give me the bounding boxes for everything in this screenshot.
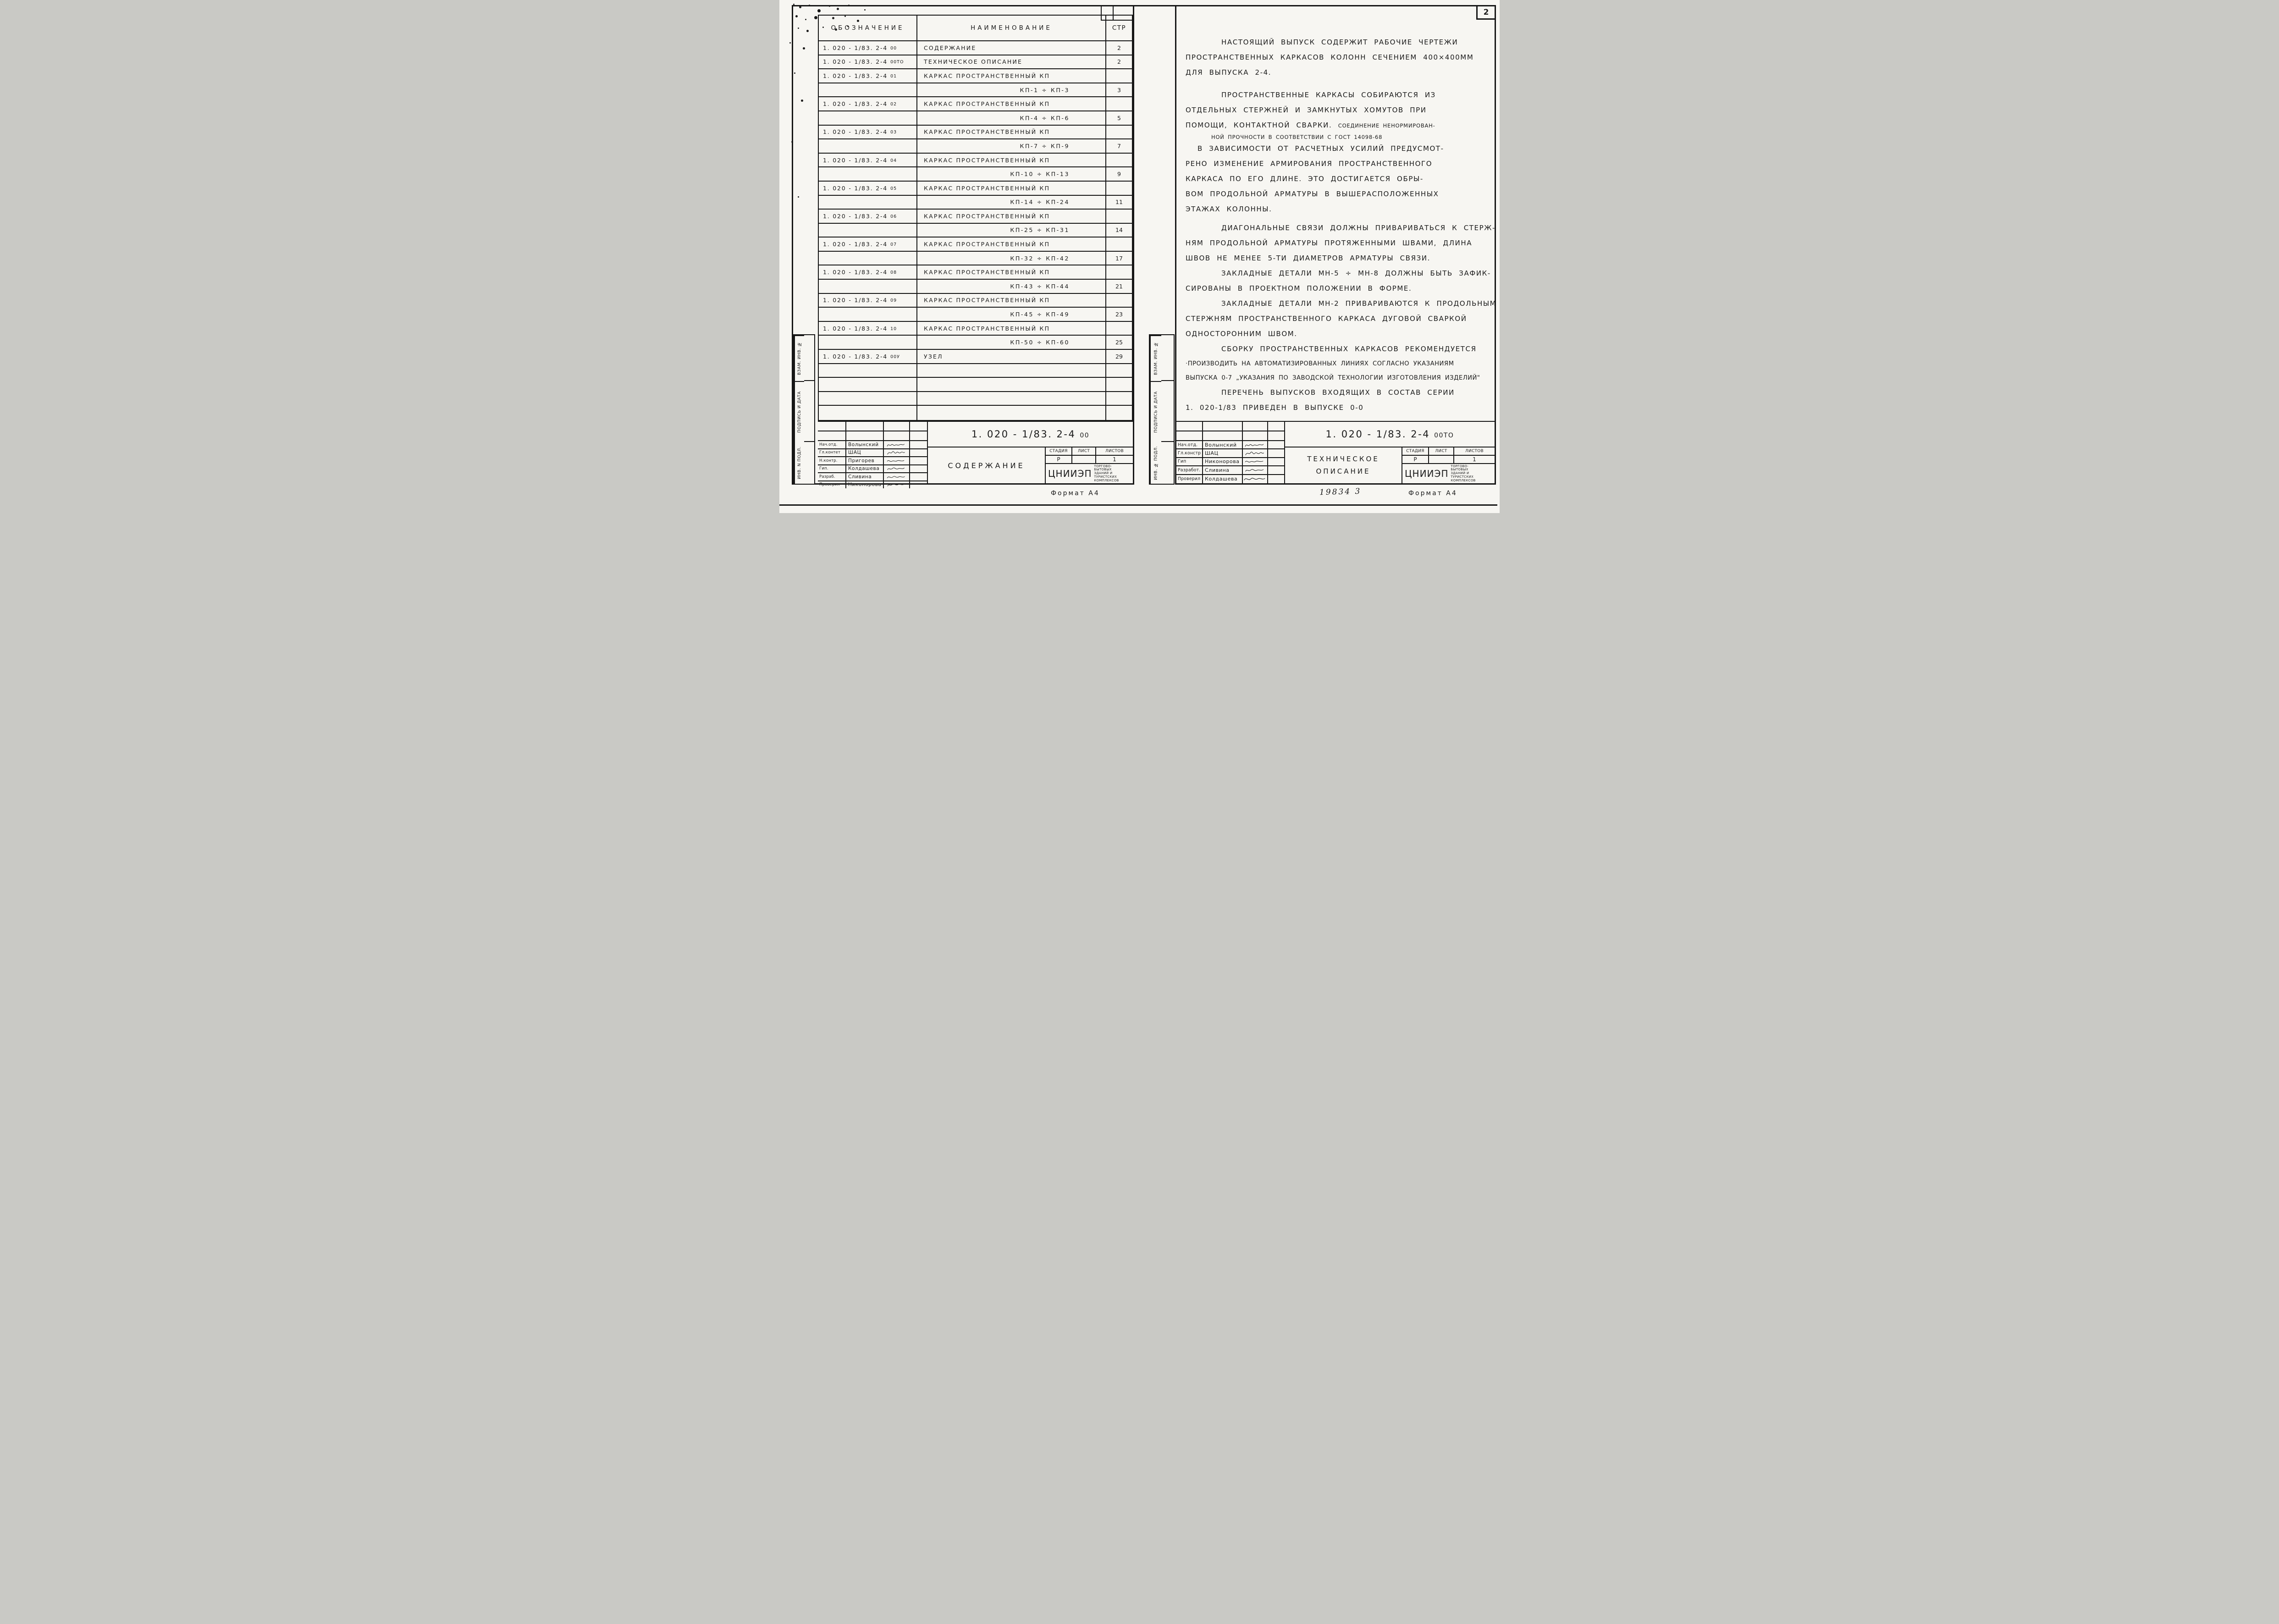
- cell-page: [1106, 238, 1132, 251]
- cell-designation: 1. 020 - 1/83. 2-4 05: [819, 182, 917, 195]
- signature-squiggle: [1243, 449, 1268, 457]
- cell-designation: [819, 111, 917, 125]
- stage-label: СТАДИЯ: [1402, 447, 1429, 455]
- person-name: Колдашева: [846, 465, 884, 473]
- signature-squiggle: [1243, 475, 1268, 483]
- text-line: НЯМ ПРОДОЛЬНОЙ АРМАТУРЫ ПРОТЯЖЕННЫМИ ШВАМИ, ДЛИНА: [1186, 239, 1473, 247]
- table-row: [819, 196, 1132, 210]
- sheet-label: ЛИСТ: [1429, 447, 1454, 455]
- designation-suffix: 00: [1080, 431, 1090, 439]
- person-name: Никонорова: [846, 481, 884, 489]
- cell-designation: [819, 224, 917, 237]
- designation-suffix: 00ТО: [1434, 431, 1454, 439]
- cell-name: КАРКАС ПРОСТРАНСТВЕННЫЙ КП: [917, 154, 1106, 167]
- person-role: Проверил: [1176, 475, 1203, 483]
- cell-designation: [819, 167, 917, 181]
- cell-page: 11: [1115, 199, 1123, 206]
- table-row: [819, 265, 1132, 280]
- table-row: [819, 83, 1132, 98]
- text-line: ПРОСТРАНСТВЕННЫЕ КАРКАСЫ СОБИРАЮТСЯ ИЗ: [1221, 91, 1436, 99]
- table-row: [819, 97, 1132, 111]
- cell-name: КАРКАС ПРОСТРАНСТВЕННЫЙ КП: [917, 97, 1106, 110]
- signature-squiggle: [884, 481, 910, 489]
- person-name: Волынский: [1203, 441, 1243, 448]
- person-row: [818, 465, 927, 474]
- table-row: [819, 224, 1132, 238]
- org-line: БЫТОВЫХ: [1451, 468, 1468, 472]
- org-line: ТОРГОВО-: [1451, 464, 1469, 468]
- stamp-stage-block: [1402, 447, 1495, 483]
- signature-squiggle: [1243, 441, 1268, 448]
- sheets-value: 1: [1473, 456, 1476, 463]
- person-role: Гл.контет: [818, 449, 846, 457]
- cell-name: КАРКАС ПРОСТРАНСТВЕННЫЙ КП: [917, 294, 1106, 307]
- text-line: ЗАКЛАДНЫЕ ДЕТАЛИ МН-5 ÷ МН-8 ДОЛЖНЫ БЫТЬ ЗАФИК-: [1221, 269, 1491, 277]
- text-line: 1. 020-1/83 ПРИВЕДЕН В ВЫПУСКЕ 0-0: [1186, 403, 1364, 412]
- person-role: Нач.отд.: [818, 441, 846, 448]
- table-row: [819, 378, 1132, 392]
- table-row: [819, 154, 1132, 168]
- org-line: КОМПЛЕКСОВ: [1094, 478, 1119, 482]
- org-line: ЗДАНИЙ И: [1094, 471, 1113, 475]
- cell-designation: [819, 139, 917, 153]
- revision-cell: [846, 422, 884, 431]
- organization-name: ЦНИИЭП: [1048, 468, 1092, 479]
- left-page-frame: [792, 5, 1134, 488]
- signature-squiggle: [884, 449, 910, 457]
- scan-top-edge: [1132, 5, 1177, 6]
- org-line: ЗДАНИЙ И: [1451, 471, 1469, 475]
- person-row: [1176, 441, 1284, 449]
- cell-name: УЗЕЛ: [917, 350, 1106, 363]
- contents-table-header: [819, 16, 1132, 41]
- cell-name: СОДЕРЖАНИЕ: [917, 41, 1106, 55]
- revision-cell: [1268, 431, 1284, 441]
- text-line: НОЙ ПРОЧНОСТИ В СООТВЕТСТВИИ С ГОСТ 14098-68: [1211, 134, 1383, 140]
- margin-label-vzam: ВЗАМ. ИНВ. №: [1150, 335, 1161, 381]
- revision-cell: [1243, 422, 1268, 431]
- cell-page: 9: [1117, 171, 1121, 178]
- organization-subtitle: [1449, 465, 1476, 483]
- cell-designation: [819, 378, 917, 391]
- margin-cell: [804, 335, 814, 381]
- text-line: СТЕРЖНЯМ ПРОСТРАНСТВЕННОГО КАРКАСА ДУГОВОЙ СВАРКОЙ: [1186, 315, 1467, 323]
- text-line: ЗАКЛАДНЫЕ ДЕТАЛИ МН-2 ПРИВАРИВАЮТСЯ К ПРОДОЛЬНЫМ: [1221, 299, 1497, 308]
- revision-cell: [1203, 431, 1243, 441]
- cell-name: КП-1 ÷ КП-3: [917, 83, 1106, 97]
- table-row: [819, 364, 1132, 378]
- stage-header-row: [1046, 447, 1133, 456]
- stage-value-row: [1046, 456, 1133, 464]
- cell-name: КАРКАС ПРОСТРАНСТВЕННЫЙ КП: [917, 69, 1106, 83]
- margin-label-vzam: ВЗАМ. ИНВ. №: [794, 335, 804, 381]
- sheets-value: 1: [1113, 456, 1116, 463]
- person-name: ШАЦ: [846, 449, 884, 457]
- organization-block: [1046, 464, 1133, 483]
- table-row: [819, 252, 1132, 266]
- scanned-document: [779, 0, 1500, 513]
- stage-value-row: [1402, 456, 1495, 464]
- text-line: ОДНОСТОРОННИМ ШВОМ.: [1186, 330, 1297, 338]
- cell-designation: 1. 020 - 1/83. 2-4 06: [819, 210, 917, 223]
- date-cell: [1268, 475, 1284, 483]
- cell-page: 29: [1115, 353, 1123, 360]
- person-name: ШАЦ: [1203, 449, 1243, 457]
- revision-cell: [1243, 431, 1268, 441]
- cell-name: КП-45 ÷ КП-49: [917, 308, 1106, 321]
- stage-value: Р: [1046, 456, 1072, 463]
- signature-squiggle: [884, 465, 910, 473]
- date-cell: [1268, 441, 1284, 448]
- person-role: Гип.: [818, 465, 846, 473]
- cell-page: 3: [1117, 86, 1121, 94]
- cell-page: 7: [1117, 142, 1121, 149]
- org-line: ТУРИСТСКИХ: [1094, 475, 1117, 479]
- cell-page: 17: [1115, 254, 1123, 262]
- person-row: [818, 473, 927, 481]
- signature-squiggle: [1243, 466, 1268, 474]
- text-line: ОТДЕЛЬНЫХ СТЕРЖНЕЙ И ЗАМКНУТЫХ ХОМУТОВ ПРИ: [1186, 106, 1427, 114]
- margin-label-inv: ИНВ. № ПОДЛ.: [1150, 442, 1161, 484]
- cell-designation: [819, 252, 917, 265]
- margin-label-podpis: ПОДПИСЬ И ДАТА: [794, 381, 804, 442]
- org-line: КОМПЛЕКСОВ: [1451, 478, 1476, 482]
- cell-page: 5: [1117, 114, 1121, 122]
- signature-squiggle: [884, 441, 910, 448]
- person-role: Разработ.: [1176, 466, 1203, 474]
- cell-name: КП-10 ÷ КП-13: [917, 167, 1106, 181]
- left-margin-block: [793, 334, 815, 485]
- person-role: Н.контр.: [818, 457, 846, 464]
- table-row: [819, 322, 1132, 336]
- stage-label: СТАДИЯ: [1046, 447, 1072, 455]
- cell-name: КП-32 ÷ КП-42: [917, 252, 1106, 265]
- table-row: [819, 167, 1132, 182]
- revision-cell: [846, 431, 884, 441]
- header-name: НАИМЕНОВАНИЕ: [917, 16, 1106, 40]
- cell-name: КП-43 ÷ КП-44: [917, 280, 1106, 293]
- handwritten-doc-number: 19834 3: [1319, 486, 1362, 497]
- cell-name: КП-14 ÷ КП-24: [917, 196, 1106, 209]
- stamp-designation: [1285, 422, 1495, 447]
- cell-designation: [819, 392, 917, 405]
- cell-designation: 1. 020 - 1/83. 2-4 01: [819, 69, 917, 83]
- date-cell: [910, 457, 927, 464]
- people-grid: [818, 441, 927, 488]
- person-name: Волынский: [846, 441, 884, 448]
- sheet-value: [1072, 456, 1096, 463]
- cell-designation: [819, 83, 917, 97]
- table-row: [819, 294, 1132, 308]
- organization-name: ЦНИИЭП: [1405, 468, 1449, 479]
- cell-designation: [819, 406, 917, 420]
- org-line: БЫТОВЫХ: [1094, 468, 1112, 472]
- person-row: [818, 481, 927, 489]
- table-row: [819, 280, 1132, 294]
- table-row: [819, 210, 1132, 224]
- stamp-title-text: ОПИСАНИЕ: [1316, 467, 1371, 475]
- header-designation: ОБОЗНАЧЕНИЕ: [819, 16, 917, 40]
- table-row: [819, 350, 1132, 364]
- cell-designation: 1. 020 - 1/83. 2-4 04: [819, 154, 917, 167]
- table-row: [819, 41, 1132, 55]
- person-role: Проверил: [818, 481, 846, 489]
- format-label-left: Формат А4: [1051, 490, 1100, 497]
- table-row: [819, 69, 1132, 83]
- sheet-value: [1429, 456, 1454, 463]
- table-row: [819, 111, 1132, 126]
- person-row: [818, 441, 927, 449]
- stamp-left-grid: [1176, 422, 1285, 483]
- cell-designation: [819, 308, 917, 321]
- date-cell: [910, 465, 927, 473]
- person-row: [818, 449, 927, 458]
- designation-main: 1. 020 - 1/83. 2-4: [1325, 429, 1430, 440]
- cell-page: [1106, 126, 1132, 139]
- cell-designation: [819, 196, 917, 209]
- table-row: [819, 182, 1132, 196]
- text-line: КАРКАСА ПО ЕГО ДЛИНЕ. ЭТО ДОСТИГАЕТСЯ ОБРЫ-: [1186, 175, 1424, 183]
- table-row: [819, 55, 1132, 70]
- cell-page: 25: [1115, 339, 1123, 346]
- stamp-stage-block: [1046, 447, 1133, 483]
- organization-subtitle: [1092, 465, 1119, 483]
- text-line: РЕНО ИЗМЕНЕНИЕ АРМИРОВАНИЯ ПРОСТРАНСТВЕННОГО: [1186, 160, 1433, 168]
- cell-page: [1106, 265, 1132, 279]
- person-role: Нач.отд.: [1176, 441, 1203, 448]
- designation-main: 1. 020 - 1/83. 2-4: [971, 429, 1076, 440]
- right-page-frame: [1175, 5, 1496, 485]
- cell-name: КАРКАС ПРОСТРАНСТВЕННЫЙ КП: [917, 210, 1106, 223]
- org-line: ТОРГОВО-: [1094, 464, 1112, 468]
- cell-designation: 1. 020 - 1/83. 2-4 03: [819, 126, 917, 139]
- cell-name: [917, 364, 1106, 377]
- stamp-title: [928, 447, 1046, 483]
- text-line: ДИАГОНАЛЬНЫЕ СВЯЗИ ДОЛЖНЫ ПРИВАРИВАТЬСЯ К СТЕРЖ-: [1221, 224, 1496, 232]
- table-row: [819, 406, 1132, 420]
- text-line: ЭТАЖАХ КОЛОННЫ.: [1186, 205, 1272, 213]
- revision-cell: [1268, 422, 1284, 431]
- margin-cell: [804, 381, 814, 442]
- revision-grid: [1176, 422, 1284, 441]
- sheets-label: ЛИСТОВ: [1105, 449, 1124, 453]
- organization-block: [1402, 464, 1495, 483]
- signature-squiggle: [884, 457, 910, 464]
- date-cell: [910, 449, 927, 457]
- text-line: ПЕРЕЧЕНЬ ВЫПУСКОВ ВХОДЯЩИХ В СОСТАВ СЕРИИ: [1221, 388, 1455, 397]
- person-row: [1176, 466, 1284, 475]
- revision-cell: [1203, 422, 1243, 431]
- cell-name: КАРКАС ПРОСТРАНСТВЕННЫЙ КП: [917, 182, 1106, 195]
- revision-grid: [818, 422, 927, 441]
- cell-page: [1106, 154, 1132, 167]
- date-cell: [910, 473, 927, 481]
- stamp-title: [1285, 447, 1402, 483]
- scan-bottom-edge: [779, 504, 1497, 506]
- cell-page: [1106, 97, 1132, 110]
- margin-cell: [1161, 335, 1174, 381]
- cell-name: КАРКАС ПРОСТРАНСТВЕННЫЙ КП: [917, 265, 1106, 279]
- cell-page: [1106, 69, 1132, 83]
- cell-designation: 1. 020 - 1/83. 2-4 07: [819, 238, 917, 251]
- person-row: [1176, 475, 1284, 483]
- format-label-right: Формат А4: [1408, 490, 1457, 497]
- revision-cell: [884, 431, 910, 441]
- stamp-title-text: СОДЕРЖАНИЕ: [948, 461, 1025, 470]
- cell-page: [1106, 392, 1132, 405]
- cell-page: [1106, 364, 1132, 377]
- cell-designation: 1. 020 - 1/83. 2-4 00: [819, 41, 917, 55]
- table-row: [819, 392, 1132, 406]
- stamp-designation: [928, 422, 1133, 447]
- cell-page: [1106, 406, 1132, 420]
- revision-cell: [818, 431, 846, 441]
- cell-page: [1106, 378, 1132, 391]
- cell-page: 23: [1115, 311, 1123, 318]
- table-row: [819, 139, 1132, 154]
- person-role: Гип: [1176, 458, 1203, 465]
- date-cell: [1268, 458, 1284, 465]
- stage-header-row: [1402, 447, 1495, 456]
- table-row: [819, 238, 1132, 252]
- cell-page: [1106, 210, 1132, 223]
- title-block-left: [818, 421, 1133, 488]
- cell-designation: 1. 020 - 1/83. 2-4 10: [819, 322, 917, 335]
- cell-name: ТЕХНИЧЕСКОЕ ОПИСАНИЕ: [917, 55, 1106, 69]
- date-cell: [910, 481, 927, 489]
- text-line: ПРОСТРАНСТВЕННЫХ КАРКАСОВ КОЛОНН СЕЧЕНИЕМ 400×400ММ: [1186, 53, 1474, 61]
- text-line: ШВОВ НЕ МЕНЕЕ 5-ТИ ДИАМЕТРОВ АРМАТУРЫ СВЯЗИ.: [1186, 254, 1430, 262]
- org-line: ТУРИСТСКИХ: [1451, 475, 1474, 479]
- people-grid: [1176, 441, 1284, 483]
- person-name: Пригорев: [846, 457, 884, 464]
- text-line: СИРОВАНЫ В ПРОЕКТНОМ ПОЛОЖЕНИИ В ФОРМЕ.: [1186, 284, 1412, 293]
- right-margin-block: [1149, 334, 1175, 485]
- text-line: ВЫПУСКА 0-7 „УКАЗАНИЯ ПО ЗАВОДСКОЙ ТЕХНОЛОГИИ ИЗГОТОВЛЕНИЯ ИЗДЕЛИЙ": [1186, 375, 1480, 381]
- text-line: НАСТОЯЩИЙ ВЫПУСК СОДЕРЖИТ РАБОЧИЕ ЧЕРТЕЖИ: [1221, 38, 1458, 46]
- cell-designation: 1. 020 - 1/83. 2-4 00У: [819, 350, 917, 363]
- cell-page: [1106, 294, 1132, 307]
- date-cell: [1268, 466, 1284, 474]
- margin-label-inv: ИНВ. N ПОДЛ.: [794, 442, 804, 484]
- margin-label-podpis: ПОДПИСЬ И ДАТА: [1150, 381, 1161, 442]
- cell-name: КАРКАС ПРОСТРАНСТВЕННЫЙ КП: [917, 126, 1106, 139]
- cell-designation: 1. 020 - 1/83. 2-4 08: [819, 265, 917, 279]
- revision-cell: [1176, 422, 1203, 431]
- cell-designation: 1. 020 - 1/83. 2-4 00ТО: [819, 55, 917, 69]
- cell-name: КП-7 ÷ КП-9: [917, 139, 1106, 153]
- date-cell: [1268, 449, 1284, 457]
- cell-page: 2: [1117, 44, 1121, 51]
- table-row: [819, 336, 1132, 350]
- cell-designation: 1. 020 - 1/83. 2-4 02: [819, 97, 917, 110]
- cell-page: 21: [1115, 282, 1123, 290]
- sheets-label: ЛИСТОВ: [1465, 449, 1484, 453]
- revision-cell: [1176, 431, 1203, 441]
- text-line: ·ПРОИЗВОДИТЬ НА АВТОМАТИЗИРОВАННЫХ ЛИНИЯХ СОГЛАСНО УКАЗАНИЯМ: [1186, 360, 1454, 367]
- person-role: Гл.констр: [1176, 449, 1203, 457]
- title-block-right: [1176, 421, 1495, 483]
- person-row: [1176, 458, 1284, 466]
- page-number-box: [1476, 6, 1495, 20]
- text-line: ВОМ ПРОДОЛЬНОЙ АРМАТУРЫ В ВЫШЕРАСПОЛОЖЕННЫХ: [1186, 190, 1439, 198]
- table-row: [819, 308, 1132, 322]
- person-name: Сливина: [846, 473, 884, 481]
- cell-name: [917, 406, 1106, 420]
- cell-name: КАРКАС ПРОСТРАНСТВЕННЫЙ КП: [917, 322, 1106, 335]
- sheet-label: ЛИСТ: [1072, 447, 1096, 455]
- signature-squiggle: [1243, 458, 1268, 465]
- margin-cell: [804, 442, 814, 484]
- cell-designation: [819, 280, 917, 293]
- margin-cell: [1161, 442, 1174, 484]
- contents-table: [818, 15, 1133, 421]
- cell-name: КАРКАС ПРОСТРАНСТВЕННЫЙ КП: [917, 238, 1106, 251]
- revision-cell: [818, 422, 846, 431]
- cell-name: [917, 378, 1106, 391]
- text-line: В ЗАВИСИМОСТИ ОТ РАСЧЕТНЫХ УСИЛИЙ ПРЕДУСМОТ-: [1197, 144, 1444, 153]
- date-cell: [910, 441, 927, 448]
- text-line: ПОМОЩИ, КОНТАКТНОЙ СВАРКИ. СОЕДИНЕНИЕ НЕНОРМИРОВАН-: [1186, 121, 1435, 129]
- person-name: Никонорова: [1203, 458, 1243, 465]
- cell-name: КП-50 ÷ КП-60: [917, 336, 1106, 349]
- text-line: ДЛЯ ВЫПУСКА 2-4.: [1186, 68, 1272, 77]
- header-page: СТР: [1112, 24, 1126, 32]
- person-row: [1176, 449, 1284, 458]
- person-role: Разраб.: [818, 473, 846, 481]
- cell-page: 2: [1117, 58, 1121, 66]
- cell-page: 14: [1115, 226, 1123, 234]
- cell-name: [917, 392, 1106, 405]
- person-row: [818, 457, 927, 465]
- revision-cell: [910, 422, 927, 431]
- cell-page: [1106, 322, 1132, 335]
- cell-designation: [819, 364, 917, 377]
- stamp-left-grid: [818, 422, 928, 488]
- text-line: СБОРКУ ПРОСТРАНСТВЕННЫХ КАРКАСОВ РЕКОМЕНДУЕТСЯ: [1221, 345, 1477, 353]
- cell-designation: 1. 020 - 1/83. 2-4 09: [819, 294, 917, 307]
- stamp-title-text: ТЕХНИЧЕСКОЕ: [1307, 455, 1380, 463]
- cell-designation: [819, 336, 917, 349]
- margin-cell: [1161, 381, 1174, 442]
- stage-value: Р: [1402, 456, 1429, 463]
- person-name: Сливина: [1203, 466, 1243, 474]
- person-name: Колдашева: [1203, 475, 1243, 483]
- page-number: 2: [1483, 8, 1489, 17]
- signature-squiggle: [884, 473, 910, 481]
- description-text: [1186, 35, 1497, 415]
- cell-name: КП-25 ÷ КП-31: [917, 224, 1106, 237]
- table-row: [819, 126, 1132, 140]
- revision-cell: [884, 422, 910, 431]
- cell-name: КП-4 ÷ КП-6: [917, 111, 1106, 125]
- cell-page: [1106, 182, 1132, 195]
- revision-cell: [910, 431, 927, 441]
